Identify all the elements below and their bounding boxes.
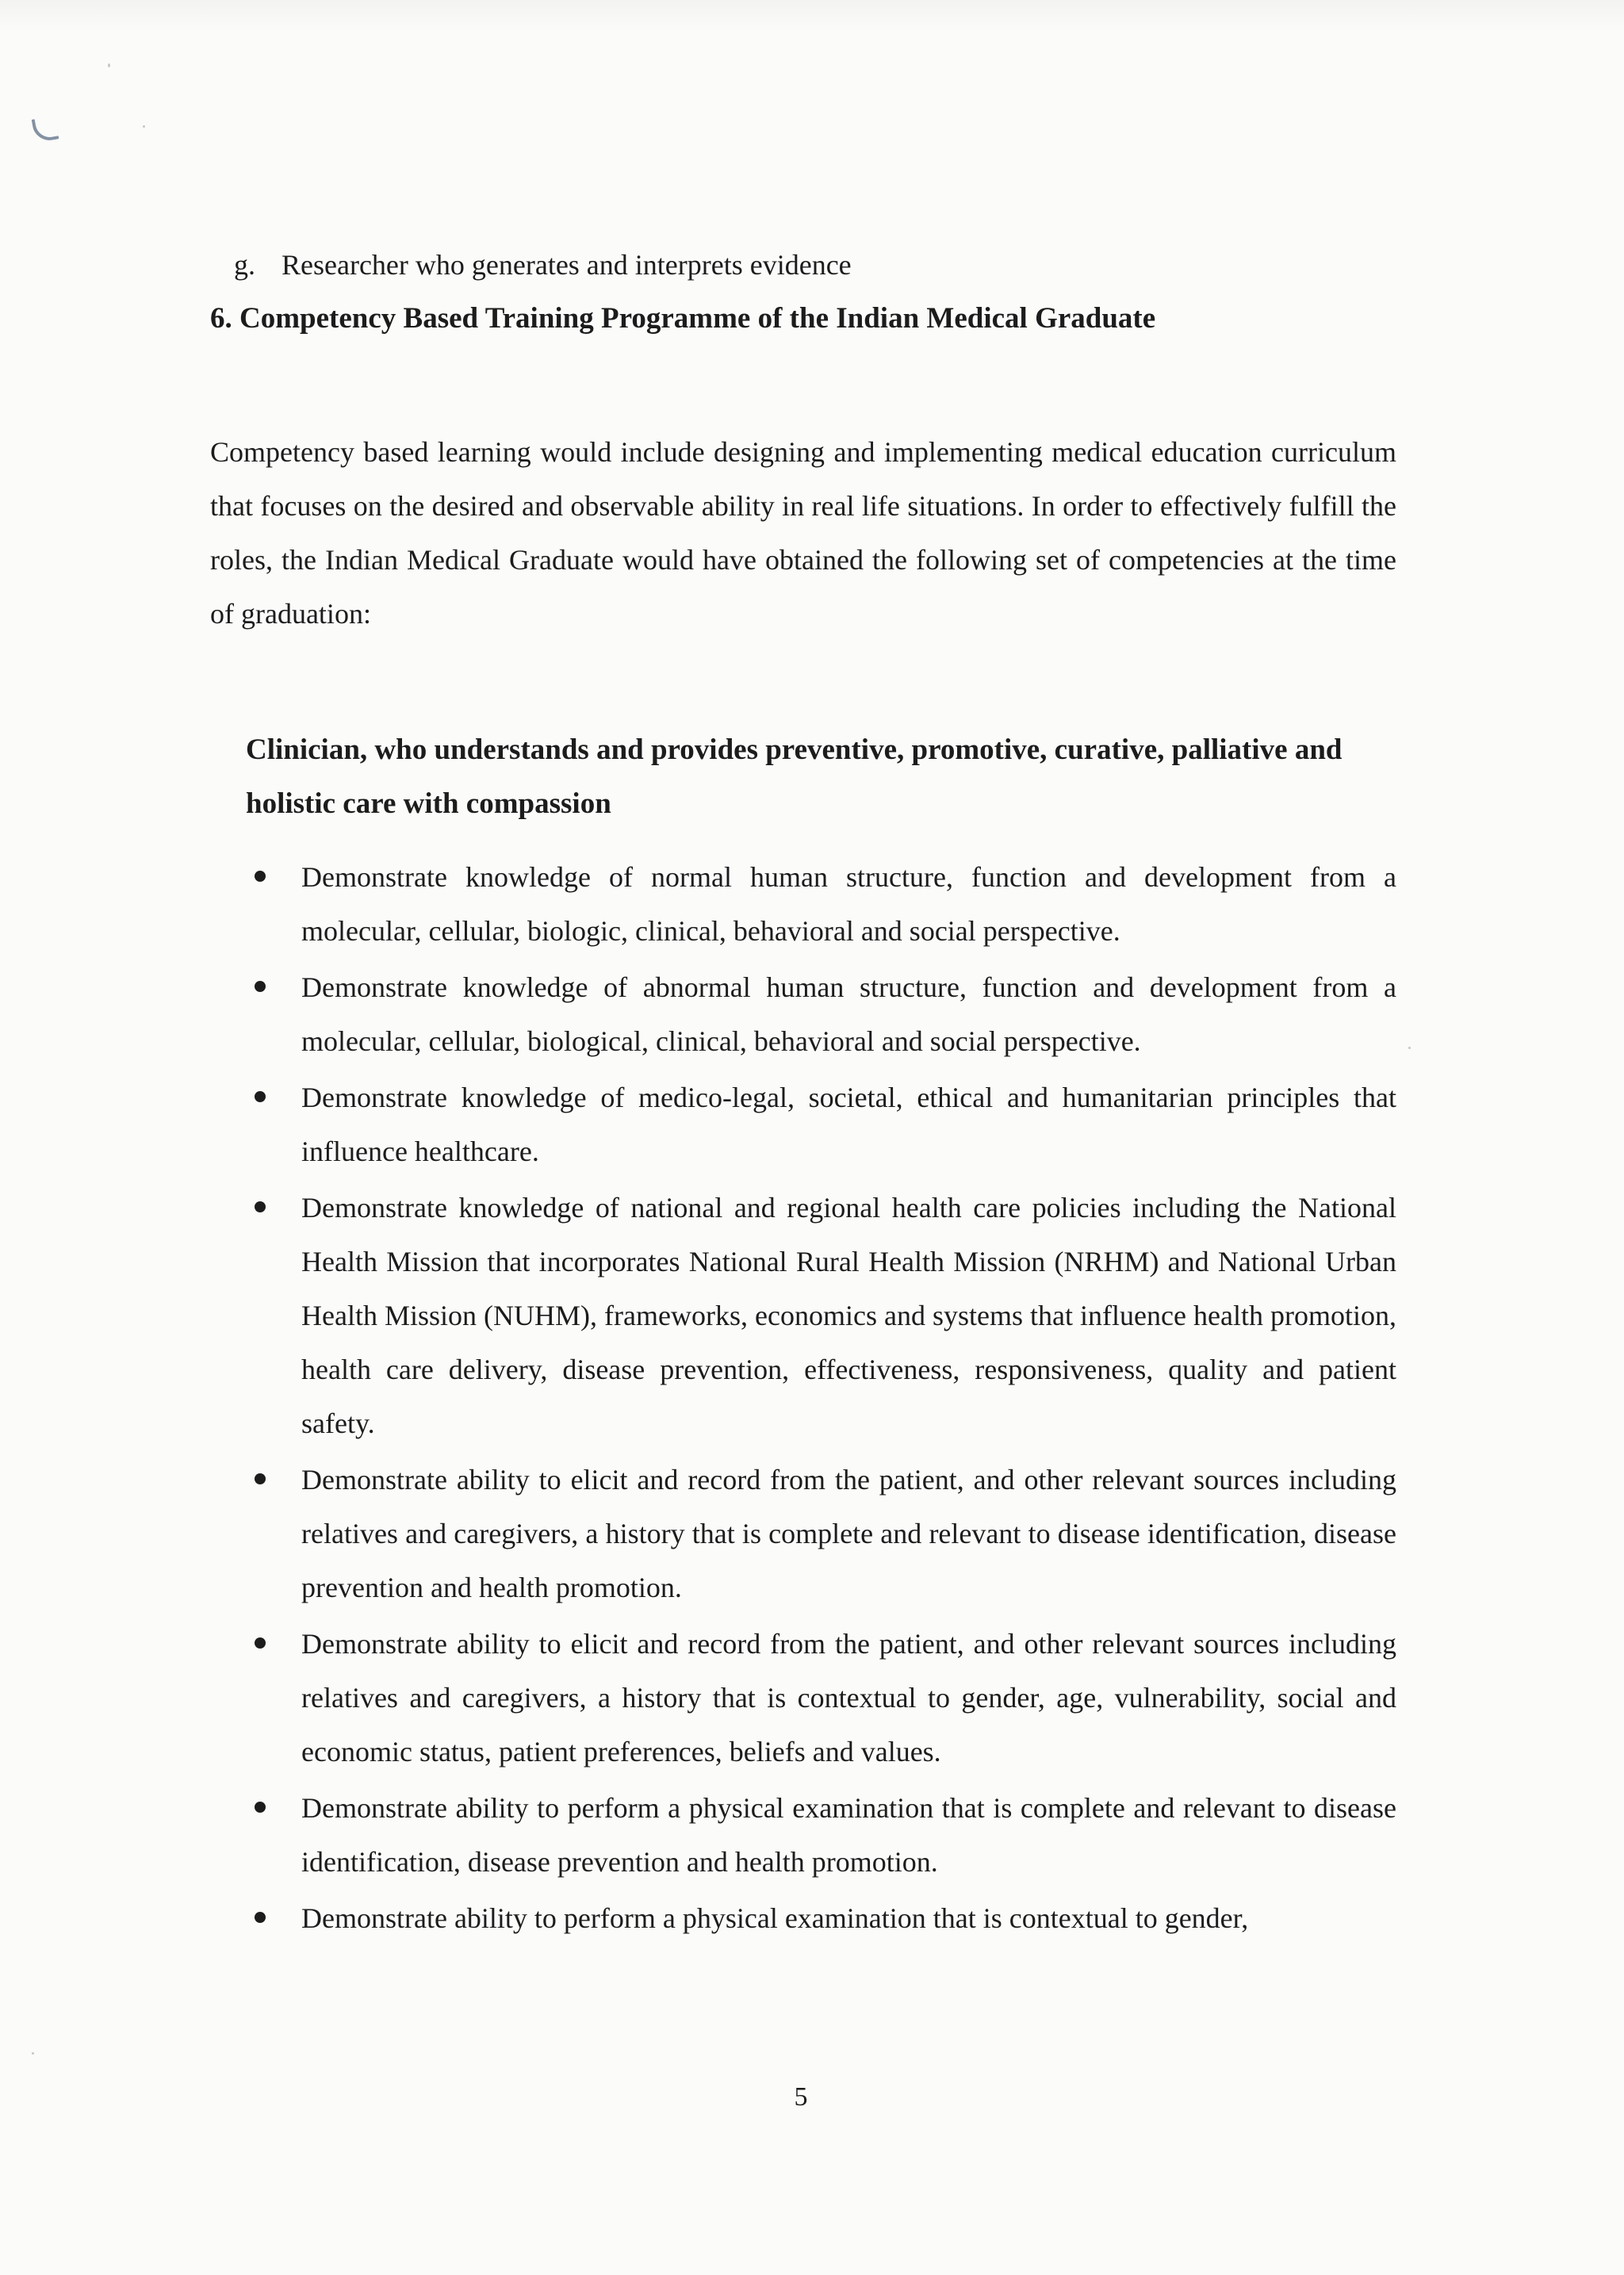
scan-dust-speck bbox=[143, 125, 145, 128]
bullet-icon bbox=[255, 1802, 266, 1813]
competency-item bbox=[210, 1070, 1396, 1178]
section-heading: 6. Competency Based Training Programme of the Indian Medical Graduate bbox=[210, 302, 1156, 335]
competency-text: Demonstrate knowledge of national and regional health care policies including the National Health Mission that incorporates National Rural Health Mission (NRHM) and National Urban Health Mission (NUHM), frameworks, economics and systems that influence health promotion, health care delivery, disease prevention, effectiveness, responsiveness, quality and patient safety. bbox=[301, 1192, 1396, 1439]
list-marker: g. bbox=[234, 249, 255, 281]
competency-text: Demonstrate ability to perform a physical examination that is contextual to gender, bbox=[301, 1902, 1249, 1934]
competency-text: Demonstrate knowledge of medico-legal, societal, ethical and humanitarian principles that influence healthcare. bbox=[301, 1082, 1396, 1167]
page-number: 5 bbox=[794, 2082, 808, 2112]
scan-dust-speck bbox=[108, 63, 110, 67]
competency-item bbox=[210, 960, 1396, 1068]
competency-item bbox=[210, 1453, 1396, 1614]
role-heading: Clinician, who understands and provides preventive, promotive, curative, palliative and holistic care with compassion bbox=[246, 733, 1342, 820]
intro-paragraph: Competency based learning would include designing and implementing medical education curriculum that focuses on the desired and observable ability in real life situations. In order to effectively fulfill the roles, the Indian Medical Graduate would have obtained the following set of competencies at the time of graduation: bbox=[210, 436, 1396, 630]
competency-text: Demonstrate knowledge of normal human structure, function and development from a molecular, cellular, biologic, clinical, behavioral and social perspective. bbox=[301, 861, 1396, 947]
competency-list bbox=[210, 850, 1396, 1945]
competency-item bbox=[210, 1617, 1396, 1779]
scan-dust-speck bbox=[32, 2052, 34, 2055]
bullet-icon bbox=[255, 1201, 266, 1212]
bullet-icon bbox=[255, 1091, 266, 1102]
competency-item bbox=[210, 1781, 1396, 1889]
competency-text: Demonstrate knowledge of abnormal human structure, function and development from a molecular, cellular, biological, clinical, behavioral and social perspective. bbox=[301, 971, 1396, 1057]
list-item-text: Researcher who generates and interprets evidence bbox=[282, 249, 852, 281]
scan-artifact-mark bbox=[32, 116, 59, 144]
bullet-icon bbox=[255, 981, 266, 992]
list-item-researcher bbox=[210, 238, 1396, 292]
competency-text: Demonstrate ability to elicit and record from the patient, and other relevant sources including relatives and caregivers, a history that is complete and relevant to disease identification, disease prevention and health promotion. bbox=[301, 1464, 1396, 1603]
bullet-icon bbox=[255, 1912, 266, 1923]
bullet-icon bbox=[255, 871, 266, 882]
scan-dust-speck bbox=[1408, 1047, 1411, 1049]
competency-text: Demonstrate ability to perform a physical examination that is complete and relevant to disease identification, disease prevention and health promotion. bbox=[301, 1792, 1396, 1878]
document-body bbox=[210, 238, 1396, 1948]
competency-item bbox=[210, 850, 1396, 958]
competency-item bbox=[210, 1181, 1396, 1450]
competency-text: Demonstrate ability to elicit and record from the patient, and other relevant sources including relatives and caregivers, a history that is contextual to gender, age, vulnerability, social and economic status, patient preferences, beliefs and values. bbox=[301, 1628, 1396, 1768]
bullet-icon bbox=[255, 1473, 266, 1484]
bullet-icon bbox=[255, 1637, 266, 1649]
competency-item bbox=[210, 1891, 1396, 1945]
